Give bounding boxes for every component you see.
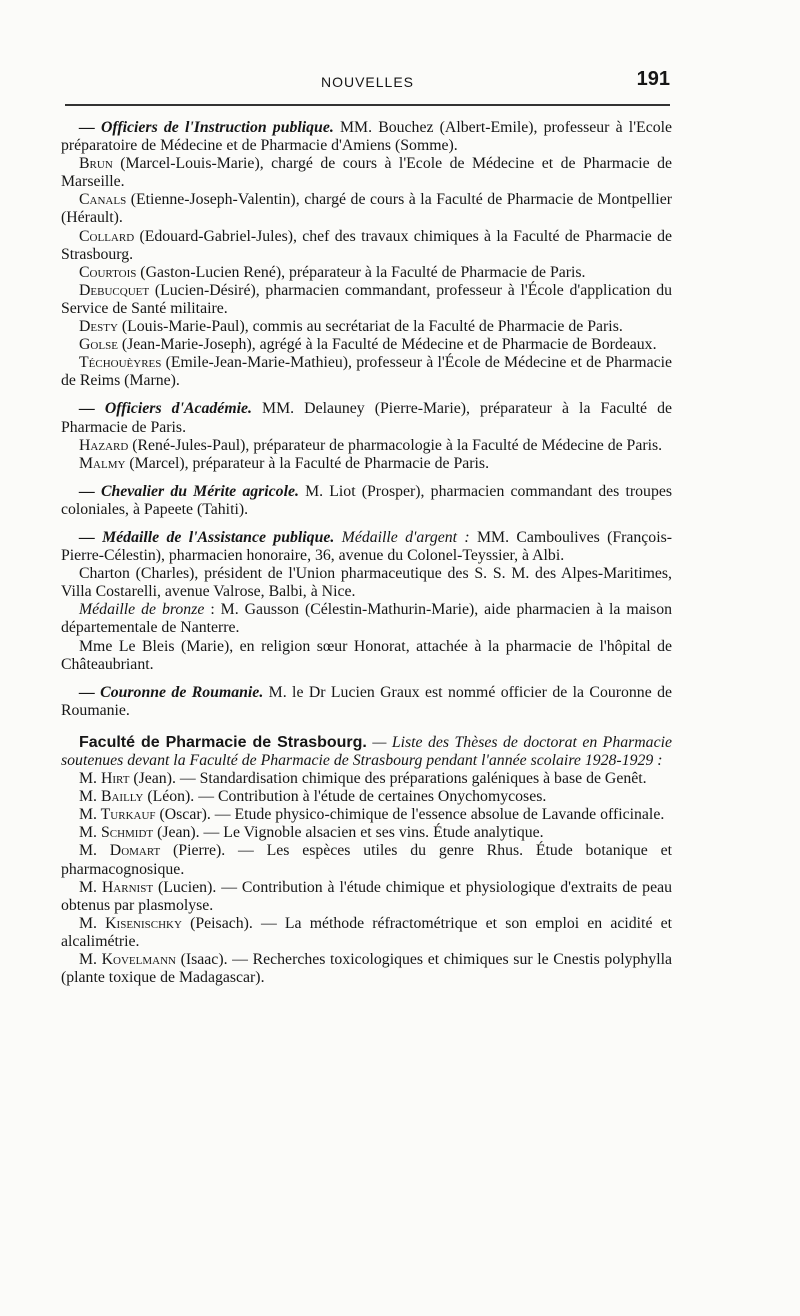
academie-entry [61,455,672,473]
thesis-title: (Peisach). — La méthode réfractométrique et son emploi en acidité et alcalimétrie. [61,914,672,950]
assistance-entry-bleis: Mme Le Bleis (Marie), en religion sœur Honorat, attachée à la pharmacie de l'hôpital de Châteaubriant. [61,637,672,673]
thesis-author: M. Harnist [79,878,154,896]
instruction-entry [61,282,672,318]
thesis-entry [61,806,672,824]
agricole-text: M. Liot (Prosper), pharmacien commandant des troupes coloniales, à Papeete (Tahiti). [61,482,673,518]
entry-name: Malmy [79,454,126,472]
thesis-author: M. Schmidt [79,824,154,842]
instruction-entry [61,155,672,191]
thesis-title: (Jean). — Le Vignoble alsacien et ses vins. Étude analytique. [153,824,544,842]
entry-name: Hazard [79,436,129,454]
entry-name: Golse [79,336,118,354]
header-rule [65,104,670,106]
thesis-author: M. Turkauf [79,806,156,824]
entry-text: (Marcel), préparateur à la Faculté de Pharmacie de Paris. [125,454,490,472]
assistance-silver-text: MM. Camboulives (François-Pierre-Célestin), pharmacien honoraire, 36, avenue du Colonel-Teyssier, à Albi. [61,528,672,565]
instruction-entry [61,264,672,282]
entry-text: (Etienne-Joseph-Valentin), chargé de cours à la Faculté de Pharmacie de Montpellier (Hérault). [61,191,672,227]
entry-name: Desty [79,318,118,336]
thesis-entry [61,842,672,878]
instruction-entry [61,191,672,227]
entry-text: (Edouard-Gabriel-Jules), chef des travaux chimiques à la Faculté de Pharmacie de Strasbourg. [61,227,672,263]
academie-paragraph [61,400,672,436]
thesis-entry [61,951,672,987]
instruction-entry-text: MM. Bouchez (Albert-Emile), professeur à l'Ecole préparatoire de Médecine et de Pharmacie d'Amiens (Somme). [61,119,672,155]
thesis-title: (Jean). — Standardisation chimique des préparations galéniques à base de Genêt. [129,770,647,788]
section-heading-academie: — Officiers d'Académie. [79,400,252,418]
thesis-title: (Léon). — Contribution à l'étude de certaines Onychomycoses. [143,788,547,806]
thesis-title: (Oscar). — Etude physico-chimique de l'essence absolue de Lavande officinale. [155,806,665,824]
medal-bronze-label: Médaille de bronze [79,601,205,619]
thesis-entry [61,879,672,915]
thesis-title: (Lucien). — Contribution à l'étude chimique et physiologique d'extraits de peau obtenus par plasmolyse. [61,878,673,914]
thesis-entry [61,770,672,788]
instruction-entry [61,354,672,390]
entry-text: (Marcel-Louis-Marie), chargé de cours à l'Ecole de Médecine et de Pharmacie de Marseille. [61,155,672,191]
section-heading-roumanie: — Couronne de Roumanie. [79,683,264,701]
instruction-entry [61,336,672,354]
thesis-title: (Pierre). — Les espèces utiles du genre Rhus. Étude botanique et pharmacognosique. [61,842,673,878]
thesis-entry [61,915,672,951]
thesis-author: M. Hirt [79,770,130,788]
thesis-title: (Isaac). — Recherches toxicologiques et chimiques sur le Cnestis polyphylla (plante toxique de Madagascar). [61,951,672,987]
section-heading-instruction: — Officiers de l'Instruction publique. [79,119,334,136]
entry-text: (Lucien-Désiré), pharmacien commandant, professeur à l'École d'application du Service de Santé militaire. [61,281,672,317]
entry-text: (Louis-Marie-Paul), commis au secrétariat de la Faculté de Pharmacie de Paris. [117,318,623,336]
entry-name: Canals [79,191,127,209]
section-heading-agricole: — Chevalier du Mérite agricole. [79,482,299,500]
entry-name: Brun [79,155,113,173]
assistance-entry-charton: Charton (Charles), président de l'Union pharmaceutique des S. S. M. des Alpes-Maritimes, Villa Costarelli, avenue Valrose, Balbi, à Nice. [61,565,672,601]
roumanie-text: M. le Dr Lucien Graux est nommé officier de la Couronne de Roumanie. [61,683,673,719]
entry-name: Courtois [79,263,137,281]
section-heading-strasbourg: Faculté de Pharmacie de Strasbourg. [79,733,367,751]
page-number: 191 [636,68,670,90]
entry-name: Collard [79,227,135,245]
roumanie-paragraph [61,684,672,720]
entry-text: (René-Jules-Paul), préparateur de pharmacologie à la Faculté de Médecine de Paris. [128,436,663,454]
entry-text: (Gaston-Lucien René), préparateur à la Faculté de Pharmacie de Paris. [136,263,586,281]
section-heading-assistance: — Médaille de l'Assistance publique. [79,528,335,546]
strasbourg-paragraph [61,734,672,770]
article-body [61,119,672,987]
entry-name: Debucquet [79,281,150,299]
assistance-bronze-paragraph [61,601,672,637]
entry-text: (Emile-Jean-Marie-Mathieu), professeur à l'École de Médecine et de Pharmacie de Reims (Marne). [61,354,672,390]
strasbourg-intro: — Liste des Thèses de doctorat en Pharmacie soutenues devant la Faculté de Pharmacie de Strasbourg pendant l'année scolaire 1928-1929 : [61,733,672,769]
running-header [65,70,670,96]
entry-text: (Jean-Marie-Joseph), agrégé à la Faculté de Médecine et de Pharmacie de Bordeaux. [117,336,657,354]
instruction-paragraph [61,119,672,155]
academie-entry [61,437,672,455]
instruction-entry [61,228,672,264]
assistance-paragraph [61,529,672,565]
thesis-entry [61,788,672,806]
thesis-entry [61,824,672,842]
assistance-bronze-text: : M. Gausson (Célestin-Mathurin-Marie), aide pharmacien à la maison départementale de Nanterre. [61,601,673,637]
thesis-author: M. Domart [79,842,161,860]
agricole-paragraph [61,483,672,519]
thesis-author: M. Bailly [79,788,144,806]
entry-name: Téchouèyres [79,354,162,372]
medal-silver-label: Médaille d'argent : [334,528,470,546]
thesis-author: M. Kisenischky [79,914,182,932]
academie-entry-text: MM. Delauney (Pierre-Marie), préparateur à la Faculté de Pharmacie de Paris. [61,400,673,436]
instruction-entry [61,318,672,336]
thesis-author: M. Kovelmann [79,951,176,969]
running-title: NOUVELLES [320,74,415,90]
